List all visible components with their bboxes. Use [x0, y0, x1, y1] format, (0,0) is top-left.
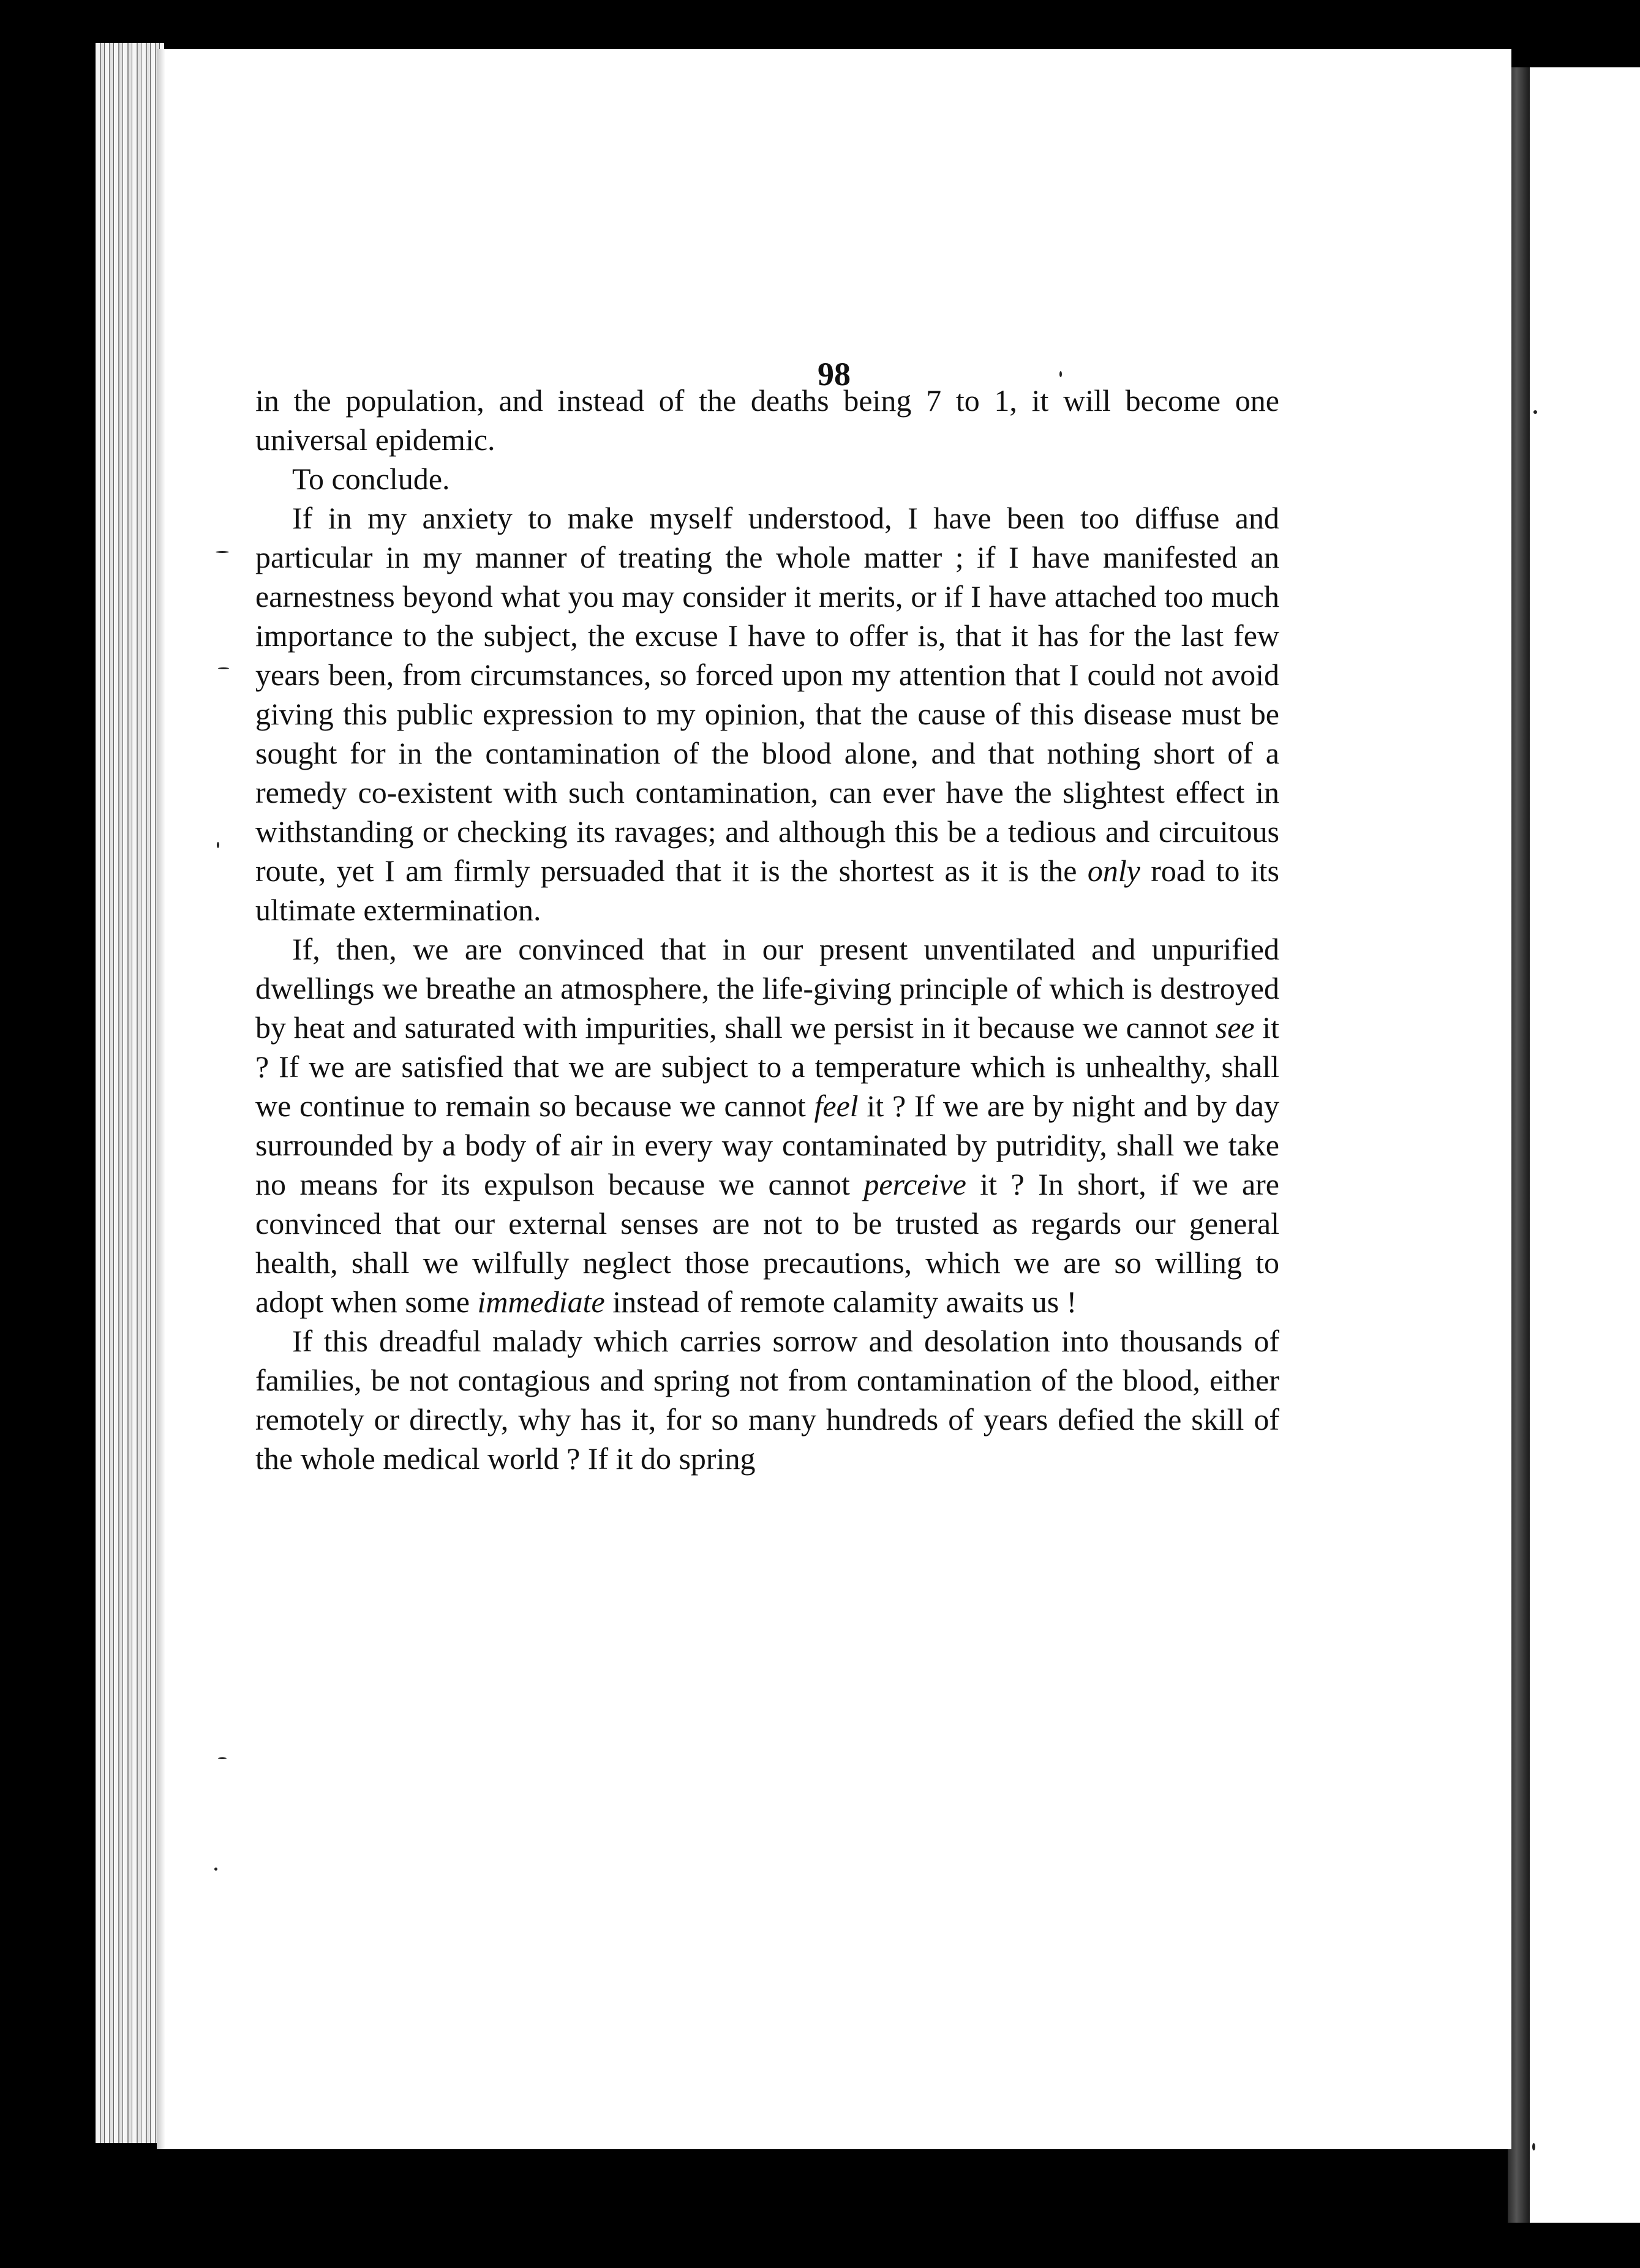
italic-text: immediate [477, 1285, 605, 1319]
ink-speck [214, 1868, 217, 1871]
ink-speck [218, 1757, 227, 1759]
text-run: To conclude. [292, 462, 450, 496]
body-text [255, 381, 1279, 1478]
facing-page [1530, 67, 1640, 2223]
ink-speck [217, 842, 219, 848]
italic-text: feel [814, 1089, 859, 1123]
page-number: 98 [818, 356, 851, 392]
page-edges [96, 43, 164, 2143]
ink-speck [1533, 410, 1537, 414]
italic-text: see [1215, 1010, 1255, 1045]
text-run: If this dreadful malady which carries sorrow and desolation into thousands of families, be not contagious and spring not from contamination of the blood, either remotely or directly, why has it, for so many hundreds of years defied the skill of the whole medical world ? If it do spring [255, 1324, 1279, 1476]
text-run: it ? If we are by night and by day surrounded by a body of air in every way contaminated by putridity, shall we take no means for its expulson because we cannot [255, 1089, 1279, 1201]
text-run: it ? In short, if we are convinced that our external senses are not to be trusted as regards our general health, shall we wilfully neglect those precautions, which we are so willing to adopt when some [255, 1167, 1280, 1319]
text-run: instead of remote calamity awaits us ! [604, 1285, 1077, 1319]
paragraph [255, 381, 1279, 459]
text-run: road to its ultimate extermination. [255, 854, 1279, 927]
text-run: If, then, we are convinced that in our present unventilated and unpurified dwellings we breathe an atmosphere, the life-giving principle of which is destroyed by heat and saturated with impurities, shall we persist in it because we cannot [255, 932, 1279, 1045]
paragraph [255, 1321, 1279, 1478]
ink-speck [218, 667, 229, 669]
text-run: in the population, and instead of the deaths being 7 to 1, it will become one universal epidemic. [255, 383, 1279, 457]
paragraph [255, 459, 1279, 498]
ink-speck [1532, 2143, 1535, 2150]
paragraph [255, 498, 1279, 929]
italic-text: perceive [863, 1167, 966, 1201]
text-run: it ? If we are satisfied that we are subject to a temperature which is unhealthy, shall we continue to remain so because we cannot [255, 1010, 1279, 1123]
ink-speck [216, 551, 229, 553]
paragraph [255, 929, 1279, 1321]
text-run: If in my anxiety to make myself understood, I have been too diffuse and particular in my manner of treating the whole matter ; if I have manifested an earnestness beyond what you may consider it merits, or if I have attached too much importance to the subject, the excuse I have to offer is, that it has for the last few years been, from circumstances, so forced upon my attention that I could not avoid giving this public expression to my opinion, that the cause of this disease must be sought for in the contamination of the blood alone, and that nothing short of a remedy co-existent with such contamination, can ever have the slightest effect in withstanding or checking its ravages; and although this be a tedious and circuitous route, yet I am firmly persuaded that it is the shortest as it is the [255, 501, 1279, 888]
italic-text: only [1087, 854, 1140, 888]
